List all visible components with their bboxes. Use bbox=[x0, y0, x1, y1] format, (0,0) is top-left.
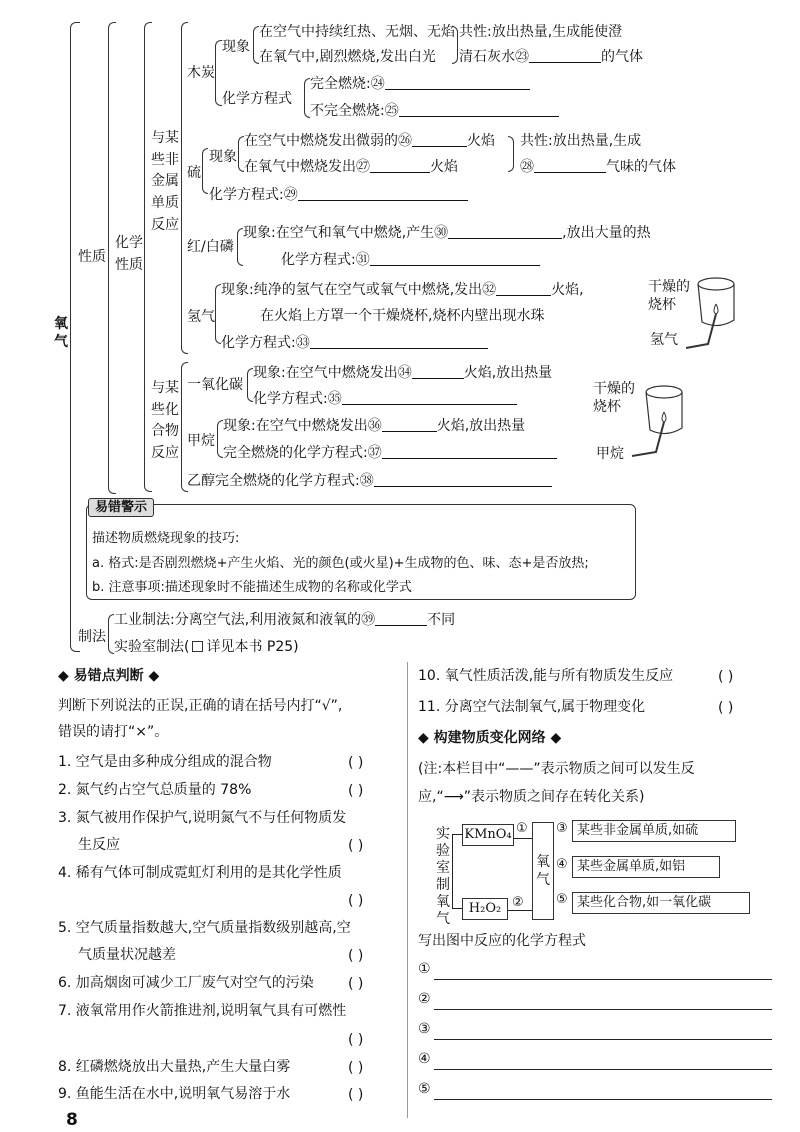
charcoal-air: 在空气中持续红热、无烟、无焰 bbox=[259, 24, 455, 40]
industrial-method: 工业制法:分离空气法,利用液氮和液氧的㊴ 不同 bbox=[114, 612, 456, 628]
equation-line-5[interactable] bbox=[434, 1099, 772, 1100]
hydrogen-phenomenon-c: 在火焰上方罩一个干燥烧杯,烧杯内壁出现水珠 bbox=[260, 308, 545, 324]
sulfur-phenomenon-label: 现象 bbox=[209, 149, 237, 165]
hydrogen-fig-label2: 烧杯 bbox=[648, 297, 676, 313]
judgement-paren-11[interactable]: ( ) bbox=[718, 700, 734, 716]
methane-name: 甲烷 bbox=[187, 433, 215, 449]
nonmetal-box: 某些非金属单质,如硫 bbox=[572, 820, 736, 842]
lab-oxygen-label: 实验室制氧气 bbox=[436, 826, 450, 928]
methane-beaker-icon bbox=[628, 382, 698, 462]
compound-group-label: 与某些化合物反应 bbox=[151, 380, 179, 462]
sulfur-name: 硫 bbox=[187, 165, 201, 181]
charcoal-name: 木炭 bbox=[187, 65, 215, 81]
reaction-3-label: ③ bbox=[556, 821, 568, 836]
network-note1: (注:本栏目中“——”表示物质之间可以发生反 bbox=[418, 761, 695, 777]
judgement-item-7: 7. 液氧常用作火箭推进剂,说明氧气具有可燃性 bbox=[58, 1003, 347, 1019]
write-equations-prompt: 写出图中反应的化学方程式 bbox=[418, 933, 586, 949]
hydrogen-beaker-icon bbox=[680, 274, 750, 354]
sulfur-equation: 化学方程式:㉙ bbox=[209, 188, 468, 202]
phosphorus-name: 红/白磷 bbox=[187, 239, 234, 255]
ethanol-equation: 乙醇完全燃烧的化学方程式:㊳ bbox=[187, 474, 552, 488]
judgement-item-2: 2. 氮气约占空气总质量的 78% bbox=[58, 782, 252, 798]
warning-line2: a. 格式:是否剧烈燃烧+产生火焰、光的颜色(或火星)+生成物的色、味、态+是否放热; bbox=[92, 556, 589, 571]
judgement-title: ◆ 易错点判断 ◆ bbox=[58, 668, 160, 684]
methane-equation: 完全燃烧的化学方程式:㊲ bbox=[223, 446, 557, 460]
nonmetal-group-label: 与某些非金属单质反应 bbox=[151, 130, 179, 233]
judgement-paren-5[interactable]: ( ) bbox=[348, 948, 364, 964]
judgement-paren-8[interactable]: ( ) bbox=[348, 1060, 364, 1076]
metal-box: 某些金属单质,如铝 bbox=[572, 856, 720, 878]
warning-line3: b. 注意事项:描述现象时不能描述生成物的名称或化学式 bbox=[92, 580, 412, 595]
book-ref-icon bbox=[192, 641, 203, 652]
sulfur-common-brace bbox=[508, 136, 514, 172]
lab-connector-vertical bbox=[452, 834, 453, 908]
phosphorus-equation: 化学方程式:㉛ bbox=[281, 253, 540, 267]
judgement-item-3: 3. 氮气被用作保护气,说明氮气不与任何物质发 bbox=[58, 810, 347, 826]
equation-line-4-label: ④ bbox=[418, 1051, 431, 1067]
judgement-paren-4[interactable]: ( ) bbox=[348, 893, 364, 909]
co-name: 一氧化碳 bbox=[187, 377, 243, 393]
arrow-h2o2-oxygen bbox=[508, 910, 532, 911]
network-note2: 应,“⟶”表示物质之间存在转化关系) bbox=[418, 789, 645, 805]
hydrogen-equation: 化学方程式:㉝ bbox=[221, 336, 488, 350]
methane-fig-label1: 干燥的 bbox=[593, 381, 635, 397]
judgement-item-10: 10. 氧气性质活泼,能与所有物质发生反应 bbox=[418, 668, 674, 684]
judgement-paren-9[interactable]: ( ) bbox=[348, 1087, 364, 1103]
charcoal-incomplete: 不完全燃烧:㉕ bbox=[310, 104, 559, 118]
hydrogen-fig-label3: 氢气 bbox=[650, 332, 678, 348]
charcoal-brace bbox=[215, 40, 222, 106]
judgement-item-3b: 生反应 bbox=[78, 837, 120, 853]
arrow-kmno4-oxygen bbox=[514, 838, 532, 839]
judgement-paren-1[interactable]: ( ) bbox=[348, 755, 364, 771]
equation-line-2[interactable] bbox=[434, 1009, 772, 1010]
warning-line1: 描述物质燃烧现象的技巧: bbox=[92, 531, 240, 546]
judgement-item-8: 8. 红磷燃烧放出大量热,产生大量白雾 bbox=[58, 1059, 291, 1075]
reaction-1-label: ① bbox=[516, 821, 528, 836]
equation-line-3[interactable] bbox=[434, 1039, 772, 1040]
methane-fig-label2: 烧杯 bbox=[593, 399, 621, 415]
co-phenomenon: 现象:在空气中燃烧发出㉞ 火焰,放出热量 bbox=[253, 365, 553, 381]
equation-line-4[interactable] bbox=[434, 1069, 772, 1070]
sulfur-air: 在空气中燃烧发出微弱的㉖ 火焰 bbox=[244, 133, 495, 149]
charcoal-common2: 清石灰水㉓ 的气体 bbox=[459, 49, 643, 65]
reaction-5-label: ⑤ bbox=[556, 892, 568, 907]
kmno4-box: KMnO₄ bbox=[462, 824, 514, 846]
judgement-item-5b: 气质量状况越差 bbox=[78, 947, 176, 963]
oxygen-label: 氧气 bbox=[536, 854, 550, 888]
phosphorus-phenomenon: 现象:在空气和氧气中燃烧,产生㉚ ,放出大量的热 bbox=[243, 225, 651, 241]
methane-fig-label3: 甲烷 bbox=[596, 446, 624, 462]
reaction-2-label: ② bbox=[512, 895, 524, 910]
hydrogen-name: 氢气 bbox=[187, 309, 215, 325]
judgement-paren-6[interactable]: ( ) bbox=[348, 976, 364, 992]
co-equation: 化学方程式:㉟ bbox=[253, 392, 517, 406]
hydrogen-fig-label1: 干燥的 bbox=[648, 279, 690, 295]
page-number: 8 bbox=[66, 1110, 78, 1130]
warning-title: 易错警示 bbox=[88, 498, 154, 517]
judgement-paren-3[interactable]: ( ) bbox=[348, 838, 364, 854]
lab-connector-top bbox=[452, 834, 462, 835]
judgement-item-9: 9. 鱼能生活在水中,说明氧气易溶于水 bbox=[58, 1086, 291, 1102]
charcoal-common-brace bbox=[452, 26, 458, 64]
equation-line-5-label: ⑤ bbox=[418, 1081, 431, 1097]
judgement-intro1: 判断下列说法的正误,正确的请在括号内打“√”, bbox=[58, 698, 343, 714]
reaction-4-label: ④ bbox=[556, 857, 568, 872]
judgement-item-4: 4. 稀有气体可制成霓虹灯利用的是其化学性质 bbox=[58, 865, 342, 881]
judgement-paren-10[interactable]: ( ) bbox=[718, 669, 734, 685]
equation-line-1-label: ① bbox=[418, 961, 431, 977]
root-brace bbox=[70, 22, 80, 652]
judgement-item-1: 1. 空气是由多种成分组成的混合物 bbox=[58, 754, 272, 770]
sulfur-brace bbox=[202, 148, 208, 194]
compound-box: 某些化合物,如一氧化碳 bbox=[572, 892, 750, 914]
equation-line-1[interactable] bbox=[434, 979, 772, 980]
preparation-label: 制法 bbox=[78, 629, 106, 645]
charcoal-equation-label: 化学方程式 bbox=[222, 91, 292, 107]
charcoal-oxygen: 在氧气中,剧烈燃烧,发出白光 bbox=[259, 49, 436, 65]
chemical-property-label: 化学性质 bbox=[115, 235, 143, 274]
methane-phenomenon: 现象:在空气中燃烧发出㊱ 火焰,放出热量 bbox=[223, 418, 526, 434]
hydrogen-phenomenon-a: 现象:纯净的氢气在空气或氧气中燃烧,发出㉜ 火焰, bbox=[221, 282, 584, 298]
column-divider bbox=[407, 662, 408, 1118]
judgement-intro2: 错误的请打“×”。 bbox=[58, 724, 169, 740]
charcoal-common1: 共性:放出热量,生成能使澄 bbox=[459, 24, 623, 40]
sulfur-common-a: 共性:放出热量,生成 bbox=[520, 133, 642, 149]
network-title: ◆ 构建物质变化网络 ◆ bbox=[418, 730, 562, 746]
judgement-item-5: 5. 空气质量指数越大,空气质量指数级别越高,空 bbox=[58, 920, 351, 936]
sulfur-common-b: ㉘ 气味的气体 bbox=[520, 159, 676, 175]
lab-method: 实验室制法( 详见本书 P25) bbox=[114, 639, 299, 655]
equation-line-2-label: ② bbox=[418, 991, 431, 1007]
h2o2-box: H₂O₂ bbox=[462, 898, 508, 920]
sulfur-oxygen: 在氧气中燃烧发出㉗ 火焰 bbox=[244, 159, 458, 175]
judgement-paren-2[interactable]: ( ) bbox=[348, 783, 364, 799]
equation-line-3-label: ③ bbox=[418, 1021, 431, 1037]
property-label: 性质 bbox=[78, 249, 106, 265]
root-label: 氧气 bbox=[54, 316, 68, 350]
judgement-item-11: 11. 分离空气法制氧气,属于物理变化 bbox=[418, 699, 646, 715]
judgement-item-6: 6. 加高烟囱可减少工厂废气对空气的污染 bbox=[58, 975, 314, 991]
lab-connector-bottom bbox=[452, 908, 462, 909]
judgement-paren-7[interactable]: ( ) bbox=[348, 1032, 364, 1048]
charcoal-complete: 完全燃烧:㉔ bbox=[310, 77, 530, 91]
charcoal-phenomenon-label: 现象 bbox=[222, 39, 250, 55]
